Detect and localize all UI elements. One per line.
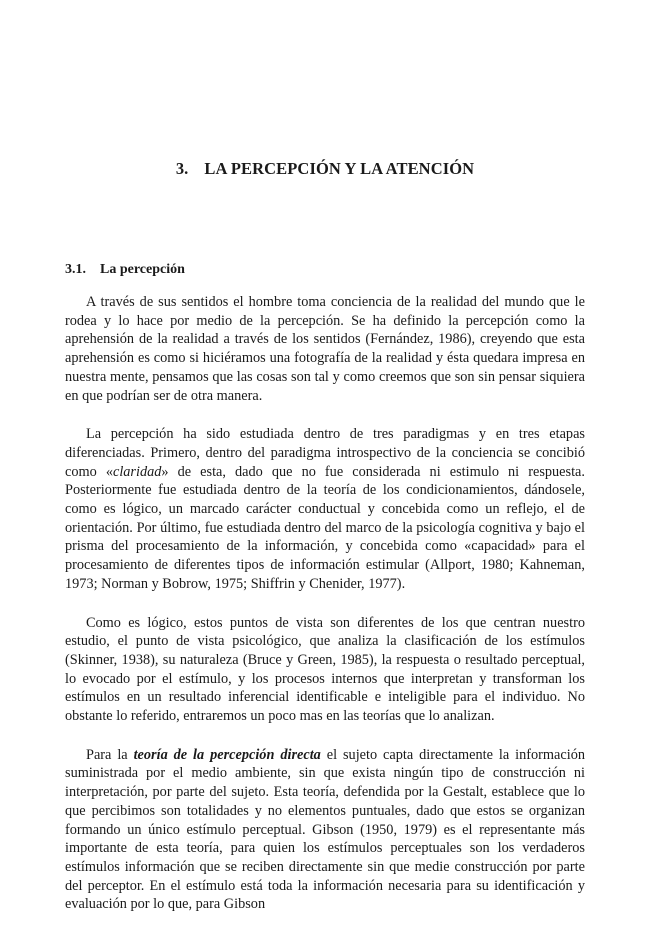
section-number: 3.1. bbox=[65, 262, 86, 277]
body-text bbox=[65, 293, 585, 934]
paragraph-4-part-a: Para la bbox=[86, 746, 134, 763]
paragraph-2-part-c: » de esta, dado que no fue considerada ni estimulo ni respuesta. Posteriormente fue estudiada dentro de la teoría de los condicionamientos, dándosele, como es lógico, un marcado carácter conductual y concebida como un reflejo, el de orientación. Por último, fue estudiada dentro del marco de la psicología cognitiva y bajo el prisma del procesamiento de la información, y concebida como «capacidad» para el procesamiento de diferentes tipos de información estimular (Allport, 1980; Kahneman, 1973; Norman y Bobrow, 1975; Shiffrin y Chenider, 1977). bbox=[65, 463, 585, 592]
paragraph-1: A través de sus sentidos el hombre toma conciencia de la realidad del mundo que le rodea y lo hace por medio de la percepción. Se ha definido la percepción como la aprehensión de la realidad a través de los sentidos (Fernández, 1986), creyendo que esta aprehensión es como si hiciéramos una fotografía de la realidad y ésta quedara impresa en nuestra mente, pensamos que las cosas son tal y como creemos que son sin pensar siquiera en que podrían ser de otra manera. bbox=[65, 294, 585, 404]
section-title: La percepción bbox=[100, 262, 185, 277]
paragraph-2-part-a: La percepción ha sido estudiada dentro de tres paradigmas y en tres etapas diferenciadas. Primero, dentro del paradigma introspectivo de la conciencia se concibió como « bbox=[65, 426, 585, 480]
paragraph-4 bbox=[65, 746, 585, 914]
chapter-number: 3. bbox=[175, 159, 189, 178]
paragraph-3: Como es lógico, estos puntos de vista son diferentes de los que centran nuestro estudio, el punto de vista psicológico, que analiza la clasificación de los estímulos (Skinner, 1938), su naturaleza (Bruce y Green, 1985), la respuesta o resultado perceptual, lo evocado por el estímulo, y los procesos internos que interpretan y transforman los estímulos en un resultado inferencial identificable e inteligible para el individuo. No obstante lo referido, entraremos un poco mas en las teorías que lo analizan. bbox=[65, 614, 585, 725]
paragraph-4-term: teoría de la percepción directa bbox=[133, 746, 321, 763]
paragraph-4-part-c: el sujeto capta directamente la información suministrada por el medio ambiente, sin que exista ningún tipo de construcción ni interpretación, por parte del sujeto. Esta teoría, defendida por la Gestalt, establece que lo que percibimos son totalidades y no elementos puntuales, dado que estos se organizan formando un único estímulo perceptual. Gibson (1950, 1979) es el representante más importante de esta teoría, para quien los estímulos perceptuales son los verdaderos estímulos información que se reciben directamente sin que medie construcción por parte del perceptor. En el estímulo está toda la información necesaria para su identificación y evaluación por lo que, para Gibson bbox=[65, 746, 585, 913]
paragraph-2 bbox=[65, 425, 585, 593]
paragraph-2-emphasis: claridad bbox=[112, 463, 162, 480]
section-heading bbox=[65, 262, 185, 278]
chapter-title bbox=[0, 159, 650, 179]
chapter-title-text: LA PERCEPCIÓN Y LA ATENCIÓN bbox=[204, 159, 475, 178]
